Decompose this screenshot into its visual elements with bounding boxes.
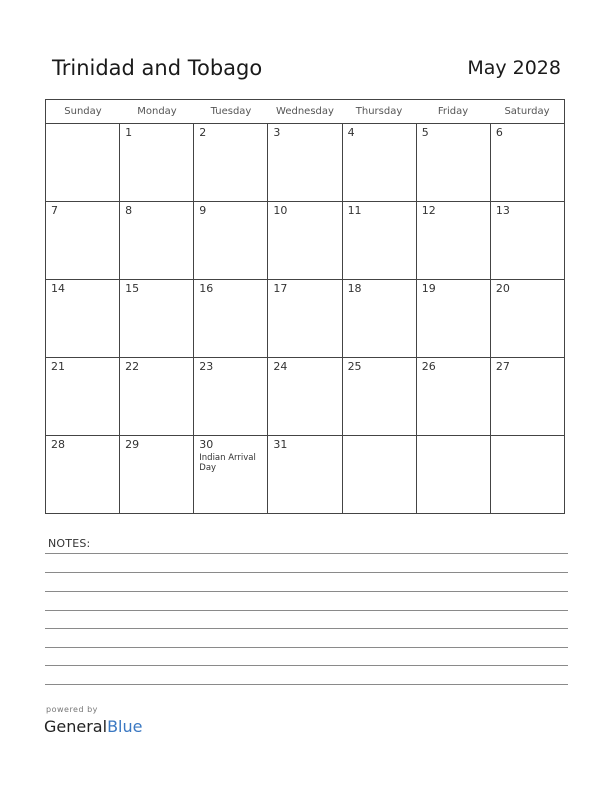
day-cell: [194, 280, 268, 357]
day-cell: [417, 358, 491, 435]
day-number: 8: [125, 204, 133, 217]
day-number: 9: [199, 204, 207, 217]
holiday-label: Indian Arrival Day: [199, 453, 256, 473]
day-number: 18: [347, 282, 362, 295]
day-number: 3: [273, 126, 281, 139]
day-cell: [491, 202, 564, 279]
day-cell: [46, 124, 120, 201]
day-cell: [194, 358, 268, 435]
day-number: 29: [125, 438, 140, 451]
day-cell: [46, 202, 120, 279]
day-cell: [343, 436, 417, 513]
weekday-sunday: Sunday: [64, 106, 102, 117]
day-cell: [268, 202, 342, 279]
note-line: [45, 610, 568, 611]
day-cell: [120, 124, 194, 201]
day-cell: [343, 358, 417, 435]
day-cell: [417, 202, 491, 279]
day-number: 24: [273, 360, 288, 373]
day-number: 19: [421, 282, 436, 295]
week-row-4: [46, 358, 564, 436]
day-cell: [417, 124, 491, 201]
day-cell: [120, 280, 194, 357]
generalblue-logo: [44, 717, 142, 736]
week-row-3: [46, 280, 564, 358]
day-number: 25: [347, 360, 362, 373]
notes-label: NOTES:: [48, 537, 91, 550]
day-cell: [120, 358, 194, 435]
week-row-2: [46, 202, 564, 280]
day-number: 27: [495, 360, 510, 373]
day-number: 11: [347, 204, 362, 217]
note-line: [45, 553, 568, 554]
day-number: 10: [273, 204, 288, 217]
weekday-header-row: [46, 100, 564, 124]
day-cell: [491, 436, 564, 513]
day-number: 23: [199, 360, 214, 373]
day-cell: [491, 124, 564, 201]
note-line: [45, 572, 568, 573]
weekday-friday: Friday: [437, 106, 469, 117]
day-number: 30: [199, 438, 214, 451]
day-number: 17: [273, 282, 288, 295]
note-line: [45, 684, 568, 685]
country-title: Trinidad and Tobago: [52, 56, 263, 80]
day-cell: [194, 202, 268, 279]
day-cell: [120, 202, 194, 279]
day-number: 13: [495, 204, 510, 217]
week-row-5: [46, 436, 564, 513]
brand-blue: Blue: [107, 717, 143, 736]
day-number: 12: [421, 204, 436, 217]
day-number: 22: [125, 360, 140, 373]
day-cell: [417, 436, 491, 513]
calendar-grid: [45, 99, 565, 514]
day-cell: [120, 436, 194, 513]
note-line: [45, 665, 568, 666]
day-cell: [268, 124, 342, 201]
day-number: 14: [51, 282, 65, 295]
note-line: [45, 647, 568, 648]
day-cell: [417, 280, 491, 357]
day-cell: [46, 436, 120, 513]
note-line: [45, 628, 568, 629]
day-number: 21: [51, 360, 65, 373]
day-number: 6: [495, 126, 503, 139]
weekday-tuesday: Tuesday: [210, 106, 252, 117]
week-row-1: [46, 124, 564, 202]
powered-by-text: powered by: [46, 705, 98, 714]
day-number: 26: [421, 360, 436, 373]
day-cell: [46, 358, 120, 435]
brand-general: General: [44, 717, 108, 736]
day-number: 5: [421, 126, 429, 139]
day-number: 1: [125, 126, 133, 139]
day-cell: [343, 202, 417, 279]
day-cell: [343, 280, 417, 357]
day-cell: [491, 280, 564, 357]
note-line: [45, 591, 568, 592]
day-number: 28: [51, 438, 65, 451]
day-number: 15: [125, 282, 140, 295]
day-cell: [268, 436, 342, 513]
day-cell: [46, 280, 120, 357]
weekday-thursday: Thursday: [355, 106, 403, 117]
weekday-wednesday: Wednesday: [276, 106, 334, 117]
month-title: May 2028: [467, 57, 561, 79]
day-number: 16: [199, 282, 214, 295]
day-number: 7: [51, 204, 58, 217]
day-number: 20: [495, 282, 510, 295]
day-cell: [268, 280, 342, 357]
day-cell: [268, 358, 342, 435]
day-cell: [491, 358, 564, 435]
day-number: 31: [273, 438, 288, 451]
day-cell: [194, 436, 268, 513]
day-number: 4: [347, 126, 355, 139]
weekday-monday: Monday: [137, 106, 177, 117]
weekday-saturday: Saturday: [504, 106, 550, 117]
day-cell: [343, 124, 417, 201]
day-cell: [194, 124, 268, 201]
day-number: 2: [199, 126, 207, 139]
